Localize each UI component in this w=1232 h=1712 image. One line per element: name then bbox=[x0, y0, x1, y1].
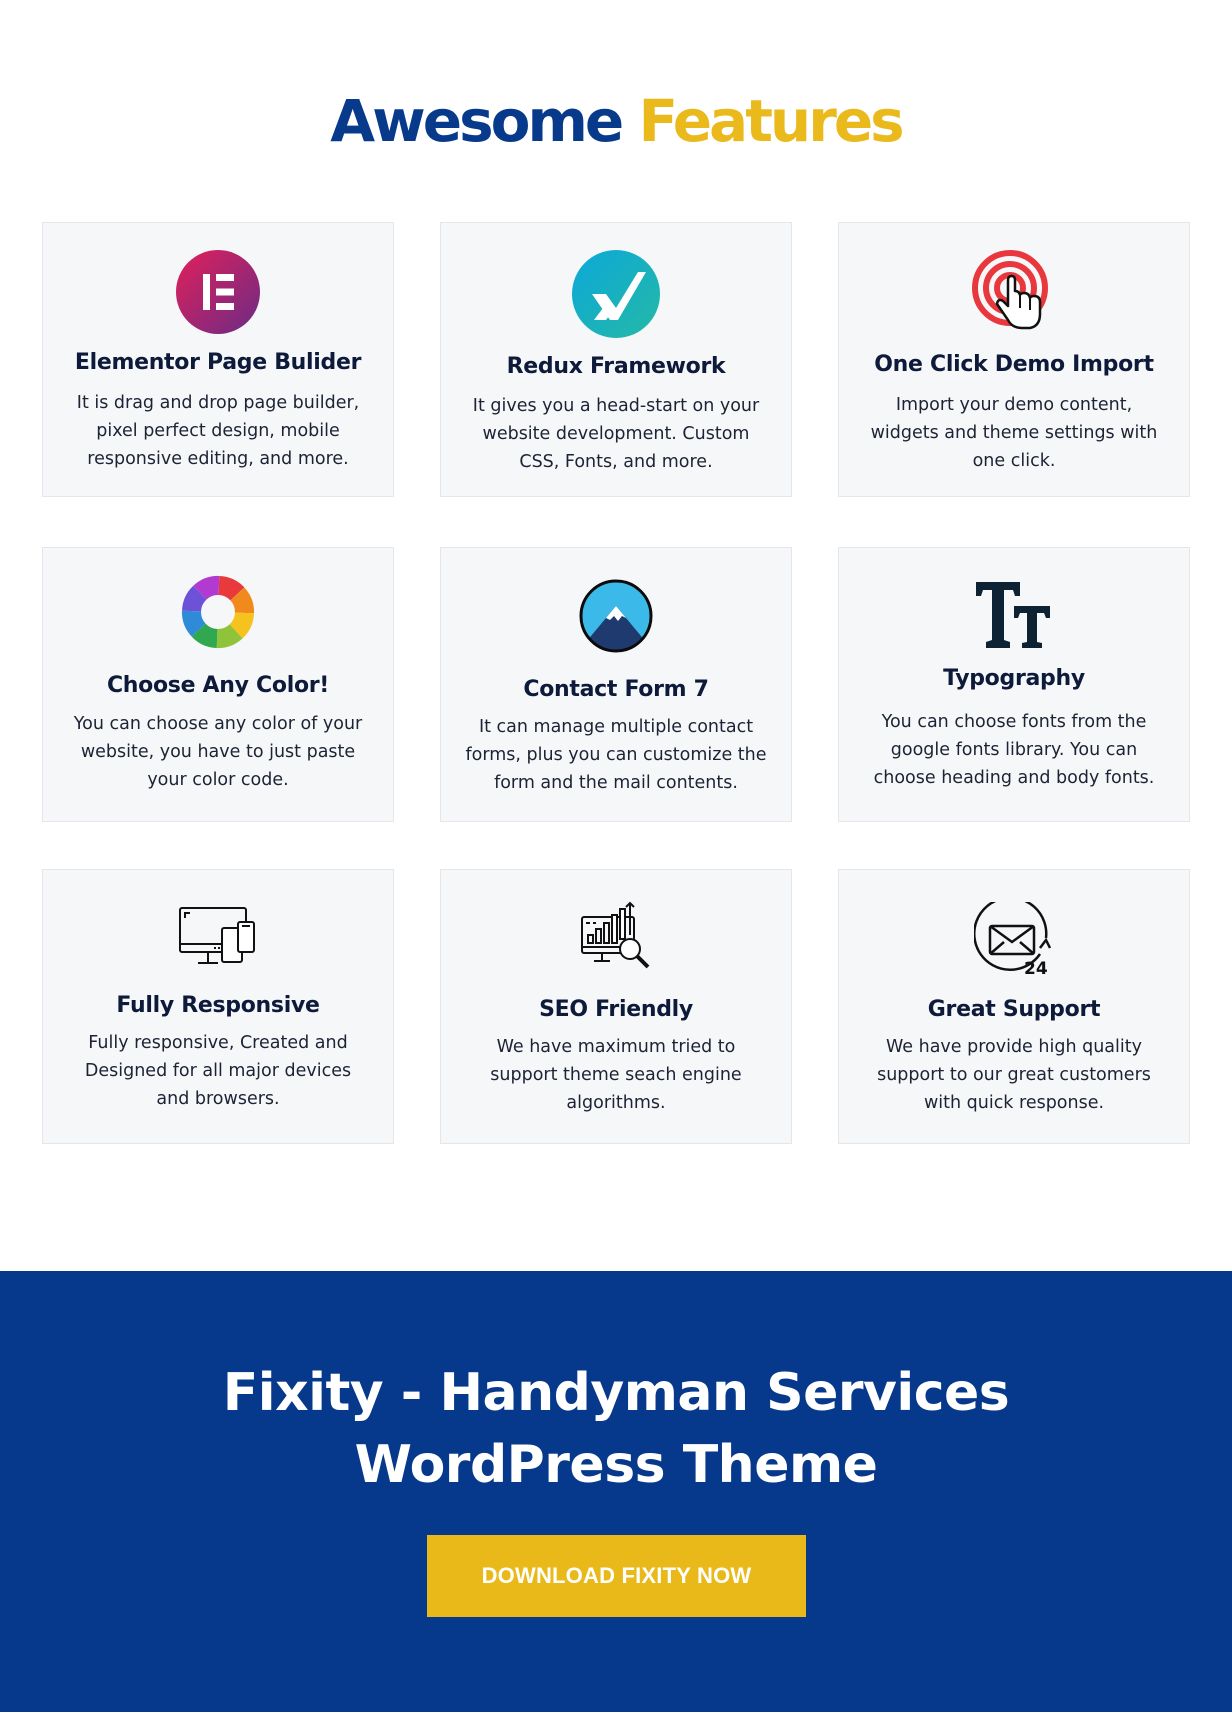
svg-text:24: 24 bbox=[1024, 959, 1048, 978]
cta-title-line2: WordPress Theme bbox=[354, 1435, 878, 1495]
cta-title-line1: Fixity - Handyman Services bbox=[222, 1363, 1010, 1423]
feature-description: You can choose any color of your website, you have to just paste your color code. bbox=[73, 714, 363, 790]
feature-card-contact-form bbox=[440, 547, 792, 822]
feature-title: Typography bbox=[943, 666, 1085, 691]
feature-description: We have maximum tried to support theme seach engine algorithms. bbox=[490, 1037, 742, 1113]
color-wheel-icon bbox=[180, 574, 256, 650]
mountain-logo-icon bbox=[578, 578, 654, 654]
feature-card-seo bbox=[440, 869, 792, 1144]
feature-card-elementor bbox=[42, 222, 394, 497]
feature-description: We have provide high quality support to our great customers with quick response. bbox=[877, 1037, 1151, 1113]
feature-description: It can manage multiple contact forms, plus you can customize the form and the mail contents. bbox=[465, 717, 767, 793]
feature-card-typography bbox=[838, 547, 1190, 822]
download-button[interactable]: DOWNLOAD FIXITY NOW bbox=[427, 1535, 806, 1617]
click-target-icon bbox=[972, 250, 1056, 336]
feature-title: Fully Responsive bbox=[116, 993, 320, 1018]
feature-description: It is drag and drop page builder, pixel perfect design, mobile responsive editing, and more. bbox=[76, 393, 360, 469]
feature-card-color bbox=[42, 547, 394, 822]
feature-title: One Click Demo Import bbox=[874, 352, 1154, 377]
section-heading bbox=[0, 88, 1232, 154]
title-word-features: Features bbox=[638, 87, 902, 155]
page-title bbox=[0, 88, 1232, 154]
cta-title bbox=[0, 1357, 1232, 1501]
feature-card-demo-import bbox=[838, 222, 1190, 497]
feature-description: You can choose fonts from the google fonts library. You can choose heading and body fonts. bbox=[873, 712, 1155, 788]
feature-card-support bbox=[838, 869, 1190, 1144]
feature-title: Great Support bbox=[927, 997, 1101, 1022]
feature-title: Elementor Page Bulider bbox=[74, 350, 362, 375]
feature-title: SEO Friendly bbox=[539, 997, 693, 1022]
elementor-logo-icon bbox=[176, 250, 260, 334]
feature-title: Redux Framework bbox=[506, 354, 726, 379]
title-word-awesome: Awesome bbox=[330, 87, 622, 155]
support-24-icon bbox=[974, 902, 1054, 978]
feature-description: It gives you a head-start on your website development. Custom CSS, Fonts, and more. bbox=[472, 396, 760, 472]
feature-description: Import your demo content, widgets and theme settings with one click. bbox=[870, 395, 1158, 471]
feature-card-redux bbox=[440, 222, 792, 497]
feature-card-responsive bbox=[42, 869, 394, 1144]
feature-title: Contact Form 7 bbox=[523, 677, 709, 702]
typography-icon bbox=[974, 580, 1054, 650]
redux-logo-icon bbox=[572, 250, 660, 338]
feature-description: Fully responsive, Created and Designed for all major devices and browsers. bbox=[84, 1033, 352, 1109]
devices-icon bbox=[178, 906, 258, 968]
feature-title: Choose Any Color! bbox=[106, 673, 330, 698]
seo-chart-icon bbox=[580, 901, 652, 973]
